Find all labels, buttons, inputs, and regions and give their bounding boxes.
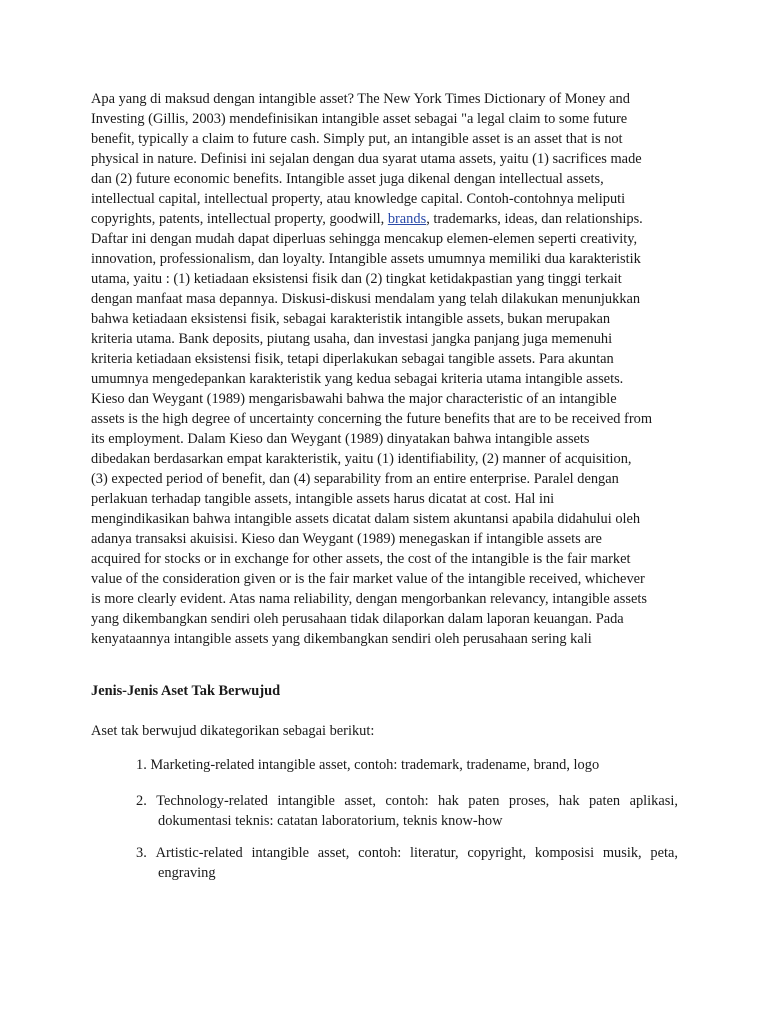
paragraph-line: kriteria utama. Bank deposits, piutang usaha, dan investasi jangka panjang juga memenuhi [91,331,613,347]
list-item [136,843,678,883]
paragraph-line: bahwa ketiadaan eksistensi fisik, sebagai karakteristik intangible assets, bukan merupakan [91,311,611,327]
paragraph-line: perlakuan terhadap tangible assets, intangible assets harus dicatat at cost. Hal ini [91,491,555,507]
paragraph-line [91,209,691,229]
paragraph-line: acquired for stocks or in exchange for other assets, the cost of the intangible is the fair market [91,551,631,567]
word: komposisi [534,845,595,861]
word: 3. [136,845,147,861]
word: hak [558,793,580,809]
word: contoh: [385,793,429,809]
word: paten [588,793,621,809]
paragraph-line: innovation, professionalism, dan loyalty. Intangible assets umumnya memiliki dua karakteristik [91,251,641,267]
word: copyright, [467,845,527,861]
paragraph-line: dan (2) future economic benefits. Intangible asset juga dikenal dengan intellectual assets, [91,171,604,187]
paragraph-line: assets is the high degree of uncertainty concerning the future benefits that are to be received from [91,411,653,427]
paragraph-line: dengan manfaat masa depannya. Diskusi-diskusi mendalam yang telah dilakukan menunjukkan [91,291,641,307]
word: literatur, [410,845,459,861]
paragraph-line: value of the consideration given or is the fair market value of the intangible received, whichever [91,571,645,587]
paragraph-line: Apa yang di maksud dengan intangible asset? The New York Times Dictionary of Money and [91,91,630,107]
paragraph-line: Daftar ini dengan mudah dapat diperluas sehingga mencakup elemen-elemen seperti creativity, [91,231,638,247]
word: Technology-related [156,793,268,809]
list-item-line [136,791,678,811]
word: intangible [251,845,309,861]
word: intangible [277,793,335,809]
paragraph-line: yang dikembangkan sendiri oleh perusahaan tidak dilaporkan dalam laporan keuangan. Pada [91,611,624,627]
list-item [136,755,678,775]
line-text: , trademarks, ideas, dan relationships. [426,211,643,227]
paragraph-line: Investing (Gillis, 2003) mendefinisikan intangible asset sebagai "a legal claim to some future [91,111,628,127]
list-item-text: 1. Marketing-related intangible asset, contoh: trademark, tradename, brand, logo [136,757,600,773]
line-text: copyrights, patents, intellectual property, goodwill, [91,211,388,227]
paragraph-line: kriteria ketiadaan eksistensi fisik, tetapi diperlakukan sebagai tangible assets. Para akuntan [91,351,614,367]
word: asset, [344,793,376,809]
paragraph-line: Kieso dan Weygant (1989) mengarisbawahi bahwa the major characteristic of an intangible [91,391,617,407]
section-heading: Jenis-Jenis Aset Tak Berwujud [91,683,281,699]
section-intro: Aset tak berwujud dikategorikan sebagai berikut: [91,723,375,739]
list-item [136,791,678,831]
paragraph-line: intellectual capital, intellectual property, atau knowledge capital. Contoh-contohnya meliputi [91,191,626,207]
word: paten [468,793,500,809]
brands-link[interactable]: brands [387,211,427,227]
word: Artistic-related [155,845,243,861]
word: proses, [508,793,550,809]
list-item-line [136,843,678,863]
paragraph-line: (3) expected period of benefit, dan (4) separability from an entire enterprise. Paralel dengan [91,471,619,487]
paragraph-line: kenyataannya intangible assets yang dikembangkan sendiri oleh perusahaan sering kali [91,631,592,647]
word: asset, [317,845,350,861]
word: peta, [650,845,678,861]
paragraph-line: utama, yaitu : (1) ketiadaan eksistensi fisik dan (2) tingkat ketidakpastian yang tinggi terkait [91,271,622,287]
body-paragraph [91,89,691,649]
paragraph-line: is more clearly evident. Atas nama reliability, dengan mengorbankan relevancy, intangible assets [91,591,647,607]
paragraph-line: umumnya mengedepankan karakteristik yang kedua sebagai kriteria utama intangible assets. [91,371,624,387]
paragraph-line: its employment. Dalam Kieso dan Weygant (1989) dinyatakan bahwa intangible assets [91,431,590,447]
word: aplikasi, [629,793,678,809]
word: musik, [602,845,642,861]
word: 2. [136,793,147,809]
paragraph-line: mengindikasikan bahwa intangible assets dicatat dalam sistem akuntansi apabila didahului oleh [91,511,641,527]
word: hak [438,793,459,809]
word: contoh: [358,845,402,861]
list-item-continuation: engraving [158,865,216,881]
list-item-continuation: dokumentasi teknis: catatan laboratorium, teknis know-how [158,813,503,829]
paragraph-line: dibedakan berdasarkan empat karakteristik, yaitu (1) identifiability, (2) manner of acquisition, [91,451,632,467]
paragraph-line: physical in nature. Definisi ini sejalan dengan dua syarat utama assets, yaitu (1) sacrifices made [91,151,642,167]
paragraph-line: benefit, typically a claim to future cash. Simply put, an intangible asset is an asset that is not [91,131,623,147]
paragraph-line: adanya transaksi akuisisi. Kieso dan Weygant (1989) menegaskan if intangible assets are [91,531,602,547]
